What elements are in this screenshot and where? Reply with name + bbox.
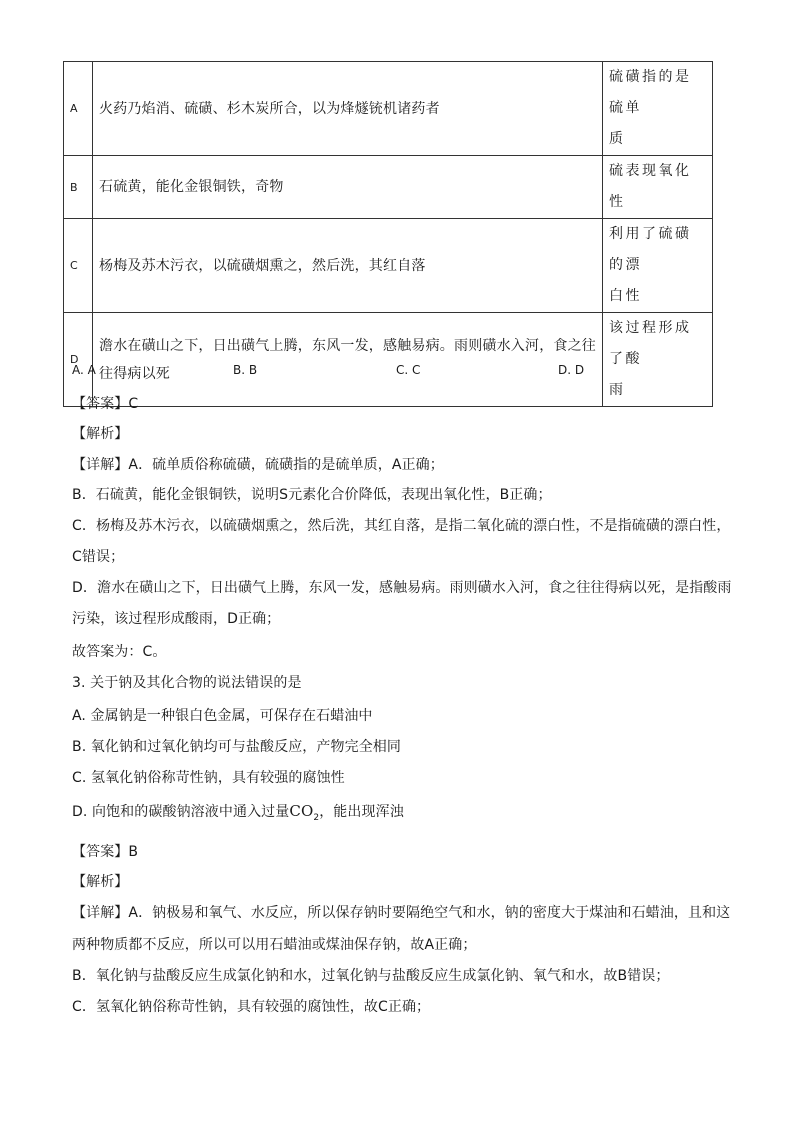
table-row (64, 62, 713, 156)
q3-detail-line: C．氢氧化钠俗称苛性钠，具有较强的腐蚀性，故C正确； (72, 999, 431, 1015)
row-label: D (64, 313, 93, 407)
row-result: 硫磺指的是硫单 质 (603, 62, 713, 156)
q2-answer: 【答案】C (72, 396, 139, 412)
q2-option-c: C. C (396, 363, 421, 377)
q2-option-d: D. D (558, 363, 585, 377)
q2-detail-line: D．澹水在磺山之下，日出磺气上腾，东风一发，感触易病。雨则磺水入河，食之往往得病以死，是指酸雨 (72, 580, 732, 596)
table-row (64, 313, 713, 407)
row-text: 石硫黄，能化金银铜铁，奇物 (93, 156, 603, 219)
q3-option-b: B. 氧化钠和过氧化钠均可与盐酸反应，产物完全相同 (72, 739, 402, 755)
row-label: B (64, 156, 93, 219)
row-text: 澹水在磺山之下，日出磺气上腾，东风一发，感触易病。雨则磺水入河，食之往 往得病以死 (93, 313, 603, 407)
q3-detail-line: B．氧化钠与盐酸反应生成氯化钠和水，过氧化钠与盐酸反应生成氯化钠、氧气和水，故B错误； (72, 968, 670, 984)
row-text: 杨梅及苏木污衣，以硫磺烟熏之，然后洗，其红自落 (93, 219, 603, 313)
row-result: 该过程形成了酸 雨 (603, 313, 713, 407)
q2-detail-line: C．杨梅及苏木污衣，以硫磺烟熏之，然后洗，其红自落，是指二氧化硫的漂白性，不是指硫磺的漂白性， (72, 518, 731, 534)
q2-detail-line: 【详解】A．硫单质俗称硫磺，硫磺指的是硫单质，A正确； (72, 457, 444, 473)
row-label: C (64, 219, 93, 313)
table-row (64, 156, 713, 219)
row-result: 利用了硫磺的漂 白性 (603, 219, 713, 313)
q3-answer: 【答案】B (72, 844, 139, 860)
row-result: 硫表现氧化性 (603, 156, 713, 219)
q2-detail-line: 污染，该过程形成酸雨，D正确； (72, 611, 281, 627)
q3-option-c: C. 氢氧化钠俗称苛性钠，具有较强的腐蚀性 (72, 770, 345, 786)
options-table (63, 61, 713, 407)
q2-option-b: B. B (233, 363, 258, 377)
q3-option-a: A. 金属钠是一种银白色金属，可保存在石蜡油中 (72, 708, 373, 724)
row-text: 火药乃焰消、硫磺、杉木炭所合，以为烽燧铳机诸药者 (93, 62, 603, 156)
table-row (64, 219, 713, 313)
q2-conclusion: 故答案为：C。 (72, 644, 167, 660)
q3-stem: 3. 关于钠及其化合物的说法错误的是 (72, 675, 302, 691)
q2-detail-line: C错误； (72, 549, 125, 565)
q3-option-d: D. 向饱和的碳酸钠溶液中通入过量$CO_2$，能出现浑浊 (72, 802, 404, 823)
q2-options (72, 363, 722, 383)
row-label: A (64, 62, 93, 156)
q2-option-a: A. A (72, 363, 96, 377)
q2-detail-line: B．石硫黄，能化金银铜铁，说明S元素化合价降低，表现出氧化性，B正确； (72, 487, 552, 503)
q3-detail-line: 【详解】A．钠极易和氧气、水反应，所以保存钠时要隔绝空气和水，钠的密度大于煤油和石蜡油，且和这 (72, 905, 731, 921)
q2-analysis-heading: 【解析】 (72, 426, 129, 442)
q3-analysis-heading: 【解析】 (72, 874, 129, 890)
q3-detail-line: 两种物质都不反应，所以可以用石蜡油或煤油保存钠，故A正确； (72, 937, 477, 953)
